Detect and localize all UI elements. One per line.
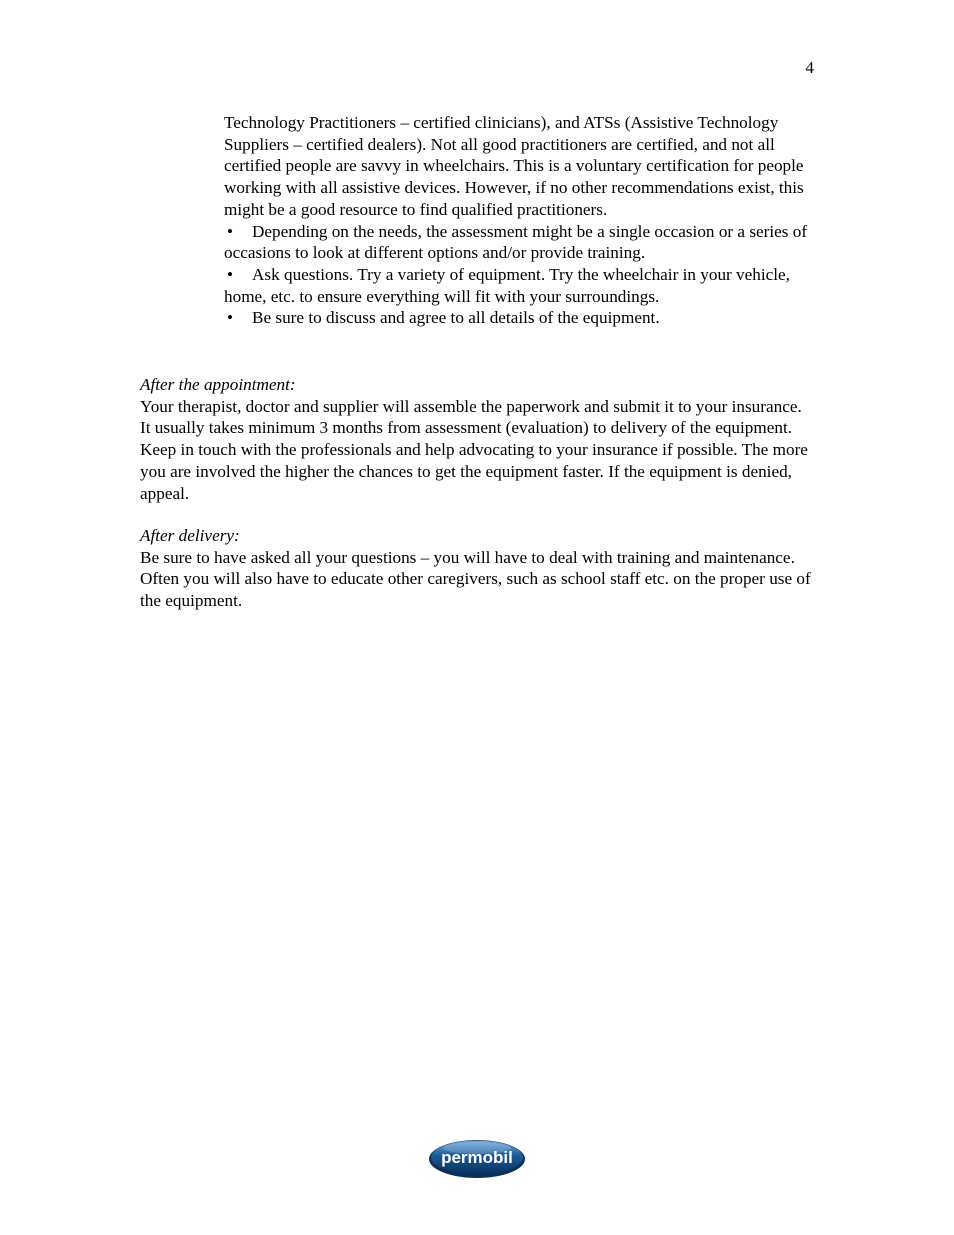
section-heading: After delivery: bbox=[140, 526, 240, 545]
bullet-text: Ask questions. Try a variety of equipment. Try the wheelchair in your vehicle, home, etc. to ensure everything will fit with your surroundings. bbox=[224, 264, 790, 306]
section-heading: After the appointment: bbox=[140, 375, 296, 394]
section-body: Be sure to have asked all your questions – you will have to deal with training and maintenance. Often you will also have to educate other caregivers, such as school staff etc. on the proper use of the equipment. bbox=[140, 547, 811, 611]
section-body: Your therapist, doctor and supplier will assemble the paperwork and submit it to your insurance. It usually takes minimum 3 months from assessment (evaluation) to delivery of the equipment. Keep in touch with the professionals and help advocating to your insurance if possible. The more you are involved the higher the chances to get the equipment faster. If the equipment is denied, appeal. bbox=[140, 396, 808, 503]
permobil-logo bbox=[427, 1134, 527, 1180]
after-appointment-section bbox=[140, 374, 816, 504]
logo-text: permobil bbox=[441, 1148, 513, 1167]
bullet-item bbox=[224, 264, 816, 307]
continuation-paragraph: Technology Practitioners – certified clinicians), and ATSs (Assistive Technology Suppliers – certified dealers). Not all good practitioners are certified, and not all certified people are savvy in wheelchairs. This is a voluntary certification for people working with all assistive devices. However, if no other recommendations exist, this might be a good resource to find qualified practitioners. bbox=[224, 113, 804, 219]
bullet-item bbox=[224, 307, 816, 329]
assessment-continuation bbox=[224, 112, 816, 329]
bullet-icon: • bbox=[227, 308, 234, 328]
bullet-item bbox=[224, 221, 816, 264]
bullet-text: Be sure to discuss and agree to all details of the equipment. bbox=[252, 308, 660, 328]
bullet-icon: • bbox=[227, 264, 234, 284]
bullet-icon: • bbox=[227, 221, 234, 241]
after-delivery-section bbox=[140, 525, 816, 612]
page-number: 4 bbox=[805, 58, 814, 77]
bullet-text: Depending on the needs, the assessment might be a single occasion or a series of occasions to look at different options and/or provide training. bbox=[224, 221, 808, 263]
permobil-logo-icon bbox=[427, 1134, 527, 1180]
